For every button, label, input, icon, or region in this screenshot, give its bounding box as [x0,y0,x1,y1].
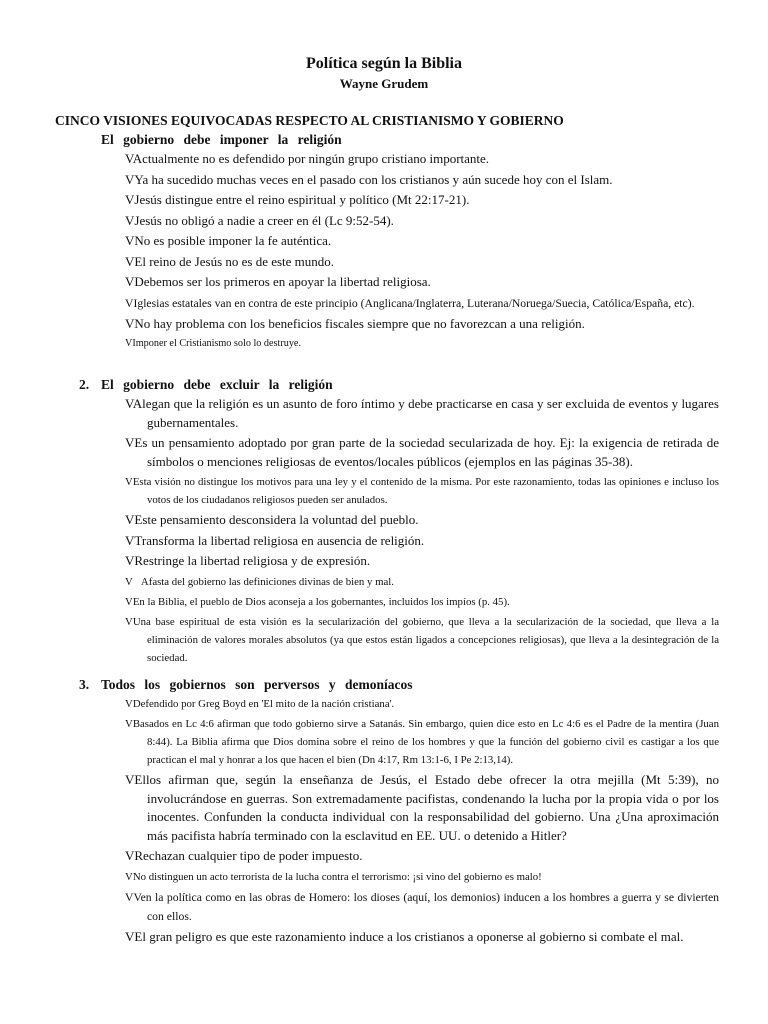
list-item-text: Rechazan cualquier tipo de poder impuesto. [134,848,363,863]
document-title: Política según la Biblia [305,55,462,72]
bullet-list [79,395,719,667]
bullet-marker: V [125,212,135,228]
list-item-text: Restringe la libertad religiosa y de expresión. [134,553,371,568]
list-item-text: Es un pensamiento adoptado por gran parte de la sociedad secularizada de hoy. Ej: la exigencia de retirada de símbolos o menciones religiosas de eventos/locales públicos (ejemplos en las páginas 35-38). [134,435,719,469]
bullet-marker: V [125,718,133,730]
bullet-marker: V [125,233,135,248]
section-title [79,676,719,694]
list-item [79,294,719,313]
list-item [79,888,719,926]
list-item [79,191,719,210]
list-item-text: Defendido por Greg Boyd en 'El mito de la nación cristiana'. [132,698,395,710]
list-item [79,335,719,353]
list-item-text: Este pensamiento desconsidera la voluntad del pueblo. [134,512,419,527]
list-item [79,434,719,471]
section-title-text: El gobierno debe imponer la religión [101,132,342,147]
list-item [79,315,719,334]
list-item-text: Jesús no obligó a nadie a creer en él (Lc 9:52-54). [134,212,394,228]
list-item-text: Esta visión no distingue los motivos para una ley y el contenido de la misma. Por este razonamiento, todas las opiniones e incluso los votos de los ciudadanos religiosos pueden ser anulados. [132,476,719,506]
list-item [79,150,719,169]
list-item-text: Transforma la libertad religiosa en ausencia de religión. [134,532,425,548]
bullet-marker: V [125,532,135,548]
list-item-text: No es posible imponer la fe auténtica. [134,233,332,248]
section-1 [79,131,719,355]
list-item-text: Basados en Lc 4:6 afirman que todo gobierno sirve a Satanás. Sin embargo, quien dice esto en Lc 4:6 es el Padre de la mentira (Juan 8:44). La Biblia afirma que Dios domina sobre el reino de los hombres y que la función del gobierno civil es castigar a los que practican el mal y honrar a los que hacen el bien (Dn 4:17, Rm 13:1-6, I Pe 2:13,14). [132,718,719,766]
list-item [79,847,719,866]
list-item [79,532,719,551]
list-item [79,573,719,591]
bullet-marker: V [125,698,133,710]
bullet-marker: V [125,848,135,863]
list-item [79,232,719,251]
list-item [79,253,719,272]
list-item [79,593,719,611]
list-item [79,928,719,947]
bullet-marker: V [125,435,135,450]
list-item-text: No distinguen un acto terrorista de la lucha contra el terrorismo: ¡si vino del gobierno es malo! [132,870,542,883]
bullet-marker: V [125,274,135,289]
list-item [79,552,719,571]
list-item-text: Imponer el Cristianismo solo lo destruye. [132,338,301,349]
list-item-text: El gran peligro es que este razonamiento induce a los cristianos a oponerse al gobierno si combate el mal. [134,928,684,944]
list-item [79,511,719,530]
bullet-marker: V [125,595,133,608]
list-item [79,613,719,667]
list-item-text: No hay problema con los beneficios fiscales siempre que no favorezcan a una religión. [134,315,585,331]
bullet-marker: V [125,615,133,628]
list-item-text: En la Biblia, el pueblo de Dios aconseja a los gobernantes, incluidos los impíos (p. 45). [132,595,510,608]
bullet-marker: V [125,151,133,166]
list-item-text: Actualmente no es defendido por ningún grupo cristiano importante. [132,151,490,166]
list-item-text: El reino de Jesús no es de este mundo. [134,253,335,269]
list-item-text: Alegan que la religión es un asunto de foro íntimo y debe practicarse en casa y ser excluida de eventos y lugares gubernamentales. [132,396,719,430]
list-item-text: Afasta del gobierno las definiciones divinas de bien y mal. [140,575,394,588]
list-item-text: Jesús distingue entre el reino espiritual y político (Mt 22:17-21). [134,192,470,207]
list-item-text: Ellos afirman que, según la enseñanza de Jesús, el Estado debe ofrecer la otra mejilla (Mt 5:39), no involucrándose en guerras. Son extremadamente pacifistas, condenando la lucha por la propia vida o por los inocentes. Confunden la conducta individual con la responsabilidad del gobierno. Una ¿Una aproximación más pacifista habría terminado con la esclavitud en EE. UU. o detenido a Hitler? [134,772,719,843]
section-title [79,131,719,149]
section-2 [79,376,719,669]
section-3 [79,676,719,948]
section-title [79,376,719,394]
list-item [79,771,719,845]
list-item-text: Debemos ser los primeros en apoyar la libertad religiosa. [134,274,431,289]
bullet-marker: V [125,476,133,488]
list-item [79,273,719,292]
list-item [79,715,719,769]
document-author: Wayne Grudem [339,76,429,91]
bullet-marker: V [125,192,135,207]
bullet-marker: V [125,772,135,787]
bullet-marker: V [125,870,133,883]
list-item-text: Una base espiritual de esta visión es la secularización del gobierno, que lleva a la secularización de la sociedad, que lleva a la eliminación de valores morales absolutos (ya que estos están ligados a concepciones religiosas), que lleva a la desintegración de la sociedad. [132,615,719,664]
bullet-marker: V [125,171,135,187]
list-item-text: Iglesias estatales van en contra de este principio (Anglicana/Inglaterra, Luterana/Noruega/Suecia, Católica/España, etc). [133,296,695,310]
section-number: 3. [79,677,90,692]
list-item-text: Ya ha sucedido muchas veces en el pasado con los cristianos y aún sucede hoy con el Islam. [134,171,613,187]
bullet-marker: V [125,553,135,568]
bullet-marker: V [125,296,134,310]
section-title-text: Todos los gobiernos son perversos y demoníacos [101,677,413,692]
bullet-marker: V [125,315,135,331]
section-heading: CINCO VISIONES EQUIVOCADAS RESPECTO AL CRISTIANISMO Y GOBIERNO [55,113,564,128]
section-title-text: El gobierno debe excluir la religión [101,377,333,392]
list-item-text: Ven la política como en las obras de Homero: los dioses (aquí, los demonios) inducen a los hombres a guerra y se divierten con ellos. [133,890,719,923]
bullet-marker: V [125,396,133,411]
bullet-list [79,695,719,946]
bullet-list [79,150,719,353]
bullet-marker: V [125,890,134,904]
list-item [79,171,719,190]
section-number: 2. [79,377,90,392]
bullet-marker: V [125,928,135,944]
bullet-marker: V [125,253,135,269]
bullet-marker: V [125,512,135,527]
bullet-marker: V [125,575,133,588]
bullet-marker: V [125,338,133,349]
list-item [79,695,719,713]
list-item [79,212,719,231]
list-item [79,473,719,509]
list-item [79,868,719,886]
list-item [79,395,719,432]
